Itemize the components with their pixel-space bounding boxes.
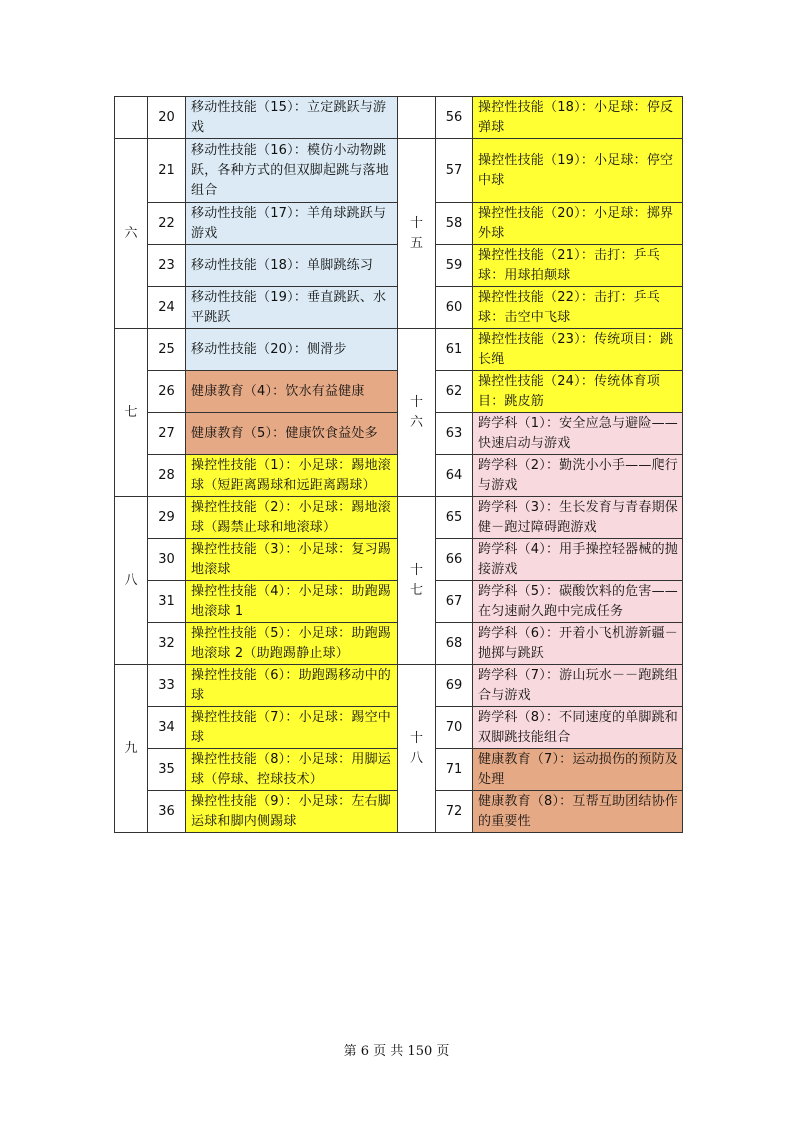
lesson-number: 20	[148, 97, 186, 139]
lesson-title: 操控性技能（9）：小足球：左右脚运球和脚内侧踢球	[186, 791, 398, 833]
page-footer: 第 6 页 共 150 页	[343, 1044, 450, 1059]
lesson-title: 跨学科（2）：勤洗小小手——爬行与游戏	[473, 455, 683, 497]
table-row	[115, 497, 683, 539]
lesson-title: 操控性技能（18）：小足球：停反弹球	[473, 97, 683, 139]
lesson-number: 21	[148, 139, 186, 203]
table-row	[115, 329, 683, 371]
week-label	[398, 665, 436, 833]
lesson-number: 62	[436, 371, 473, 413]
lesson-title: 操控性技能（24）：传统体育项目：跳皮筋	[473, 371, 683, 413]
lesson-schedule-table	[114, 96, 683, 833]
lesson-title: 操控性技能（21）：击打：乒乓球：用球拍颠球	[473, 245, 683, 287]
week-label	[115, 665, 148, 833]
lesson-title: 操控性技能（22）：击打：乒乓球：击空中飞球	[473, 287, 683, 329]
lesson-number: 68	[436, 623, 473, 665]
lesson-title: 跨学科（5）：碳酸饮料的危害——在匀速耐久跑中完成任务	[473, 581, 683, 623]
lesson-number: 69	[436, 665, 473, 707]
lesson-number: 63	[436, 413, 473, 455]
week-label	[115, 497, 148, 665]
lesson-title: 移动性技能（19）：垂直跳跃、水平跳跃	[186, 287, 398, 329]
lesson-title: 操控性技能（19）：小足球：停空中球	[473, 139, 683, 203]
lesson-number: 56	[436, 97, 473, 139]
lesson-title: 健康教育（7）：运动损伤的预防及处理	[473, 749, 683, 791]
lesson-title: 健康教育（4）：饮水有益健康	[186, 371, 398, 413]
lesson-title: 操控性技能（20）：小足球：掷界外球	[473, 203, 683, 245]
lesson-number: 22	[148, 203, 186, 245]
week-label-text: 十 六	[409, 394, 423, 430]
table-row	[115, 665, 683, 707]
lesson-title: 跨学科（3）：生长发育与青春期保健－跑过障碍跑游戏	[473, 497, 683, 539]
lesson-title: 操控性技能（4）：小足球：助跑踢地滚球 1	[186, 581, 398, 623]
week-label	[115, 97, 148, 139]
lesson-title: 健康教育（5）：健康饮食益处多	[186, 413, 398, 455]
lesson-title: 操控性技能（23）：传统项目：跳长绳	[473, 329, 683, 371]
lesson-title: 移动性技能（18）：单脚跳练习	[186, 245, 398, 287]
week-label-text: 十 八	[409, 730, 423, 766]
lesson-number: 33	[148, 665, 186, 707]
week-label-text: 九	[124, 740, 138, 756]
lesson-title: 移动性技能（16）：模仿小动物跳跃，各种方式的但双脚起跳与落地组合	[186, 139, 398, 203]
lesson-number: 26	[148, 371, 186, 413]
lesson-title: 操控性技能（6）：助跑踢移动中的球	[186, 665, 398, 707]
lesson-number: 67	[436, 581, 473, 623]
lesson-title: 操控性技能（2）：小足球：踢地滚球（踢禁止球和地滚球）	[186, 497, 398, 539]
week-label-text: 六	[124, 225, 138, 241]
schedule-sheet	[114, 96, 683, 833]
lesson-number: 66	[436, 539, 473, 581]
lesson-number: 58	[436, 203, 473, 245]
lesson-title: 跨学科（6）：开着小飞机游新疆－抛掷与跳跃	[473, 623, 683, 665]
lesson-number: 32	[148, 623, 186, 665]
lesson-title: 移动性技能（17）：羊角球跳跃与游戏	[186, 203, 398, 245]
lesson-number: 71	[436, 749, 473, 791]
lesson-number: 70	[436, 707, 473, 749]
lesson-number: 64	[436, 455, 473, 497]
week-label-text: 十 七	[409, 562, 423, 598]
lesson-number: 30	[148, 539, 186, 581]
week-label	[398, 497, 436, 665]
lesson-number: 36	[148, 791, 186, 833]
lesson-title: 移动性技能（15）：立定跳跃与游戏	[186, 97, 398, 139]
week-label-text: 十 五	[409, 215, 423, 251]
week-label	[398, 139, 436, 329]
lesson-title: 操控性技能（3）：小足球：复习踢地滚球	[186, 539, 398, 581]
lesson-title: 跨学科（4）：用手操控轻器械的抛接游戏	[473, 539, 683, 581]
lesson-number: 35	[148, 749, 186, 791]
lesson-title: 操控性技能（5）：小足球：助跑踢地滚球 2（助跑踢静止球）	[186, 623, 398, 665]
lesson-number: 28	[148, 455, 186, 497]
lesson-title: 跨学科（8）：不同速度的单脚跳和双脚跳技能组合	[473, 707, 683, 749]
lesson-number: 24	[148, 287, 186, 329]
lesson-number: 65	[436, 497, 473, 539]
lesson-title: 操控性技能（1）：小足球：踢地滚球（短距离踢球和远距离踢球）	[186, 455, 398, 497]
lesson-number: 29	[148, 497, 186, 539]
lesson-title: 操控性技能（7）：小足球：踢空中球	[186, 707, 398, 749]
lesson-number: 27	[148, 413, 186, 455]
lesson-title: 跨学科（7）：游山玩水－－跑跳组合与游戏	[473, 665, 683, 707]
week-label-text: 八	[124, 572, 138, 588]
lesson-title: 操控性技能（8）：小足球：用脚运球（停球、控球技术）	[186, 749, 398, 791]
lesson-number: 25	[148, 329, 186, 371]
table-row	[115, 97, 683, 139]
lesson-number: 23	[148, 245, 186, 287]
week-label	[115, 139, 148, 329]
week-label	[115, 329, 148, 497]
lesson-title: 跨学科（1）：安全应急与避险——快速启动与游戏	[473, 413, 683, 455]
lesson-title: 健康教育（8）：互帮互助团结协作的重要性	[473, 791, 683, 833]
lesson-number: 34	[148, 707, 186, 749]
week-label	[398, 329, 436, 497]
week-label	[398, 97, 436, 139]
table-row	[115, 139, 683, 203]
lesson-title: 移动性技能（20）：侧滑步	[186, 329, 398, 371]
lesson-number: 59	[436, 245, 473, 287]
week-label-text: 七	[124, 404, 138, 420]
lesson-number: 61	[436, 329, 473, 371]
lesson-number: 31	[148, 581, 186, 623]
lesson-number: 60	[436, 287, 473, 329]
lesson-number: 57	[436, 139, 473, 203]
lesson-number: 72	[436, 791, 473, 833]
